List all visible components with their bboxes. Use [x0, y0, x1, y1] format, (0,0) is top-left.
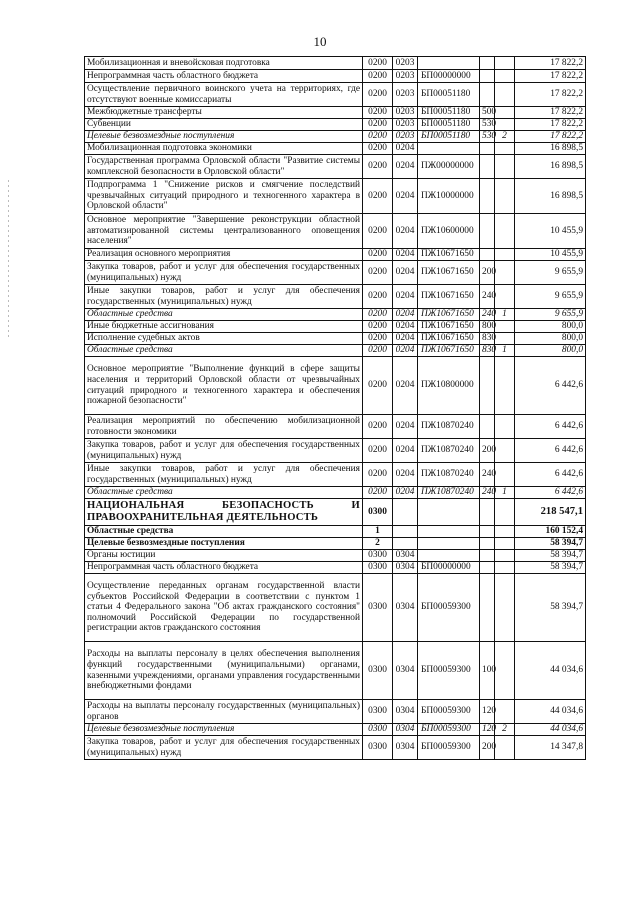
- amount-cell: 10 455,9: [515, 249, 586, 261]
- row-name-cell: Осуществление первичного воинского учета на территориях, где отсутствуют военные комиссариаты: [85, 83, 363, 107]
- funding-source-cell: [495, 562, 515, 574]
- table-row: [85, 642, 586, 700]
- binding-margin-mark: [8, 180, 9, 340]
- section-code-cell: 0200: [363, 321, 393, 333]
- subsection-code-cell: 0204: [393, 439, 418, 463]
- subsection-code-cell: 0203: [393, 83, 418, 107]
- row-name-cell: Реализация мероприятий по обеспечению мобилизационной готовности экономики: [85, 415, 363, 439]
- section-code-cell: 0200: [363, 439, 393, 463]
- row-name-cell: Подпрограмма 1 "Снижение рисков и смягчение последствий чрезвычайных ситуаций природного и техногенного характера в Орловской области": [85, 179, 363, 214]
- amount-cell: 16 898,5: [515, 179, 586, 214]
- amount-cell: 800,0: [515, 321, 586, 333]
- target-article-cell: ПЖ10671650: [418, 261, 480, 285]
- target-article-cell: БП00051180: [418, 107, 480, 119]
- budget-table: [84, 56, 586, 760]
- table-row: [85, 179, 586, 214]
- amount-cell: 6 442,6: [515, 439, 586, 463]
- table-row: [85, 70, 586, 83]
- amount-cell: 6 442,6: [515, 415, 586, 439]
- table-row: [85, 463, 586, 487]
- subsection-code-cell: 0204: [393, 333, 418, 345]
- subsection-code-cell: 0304: [393, 724, 418, 736]
- funding-source-cell: [495, 642, 515, 700]
- subsection-code-cell: 0304: [393, 736, 418, 760]
- table-row: [85, 345, 586, 357]
- section-code-cell: 0300: [363, 642, 393, 700]
- section-code-cell: 0200: [363, 131, 393, 143]
- expense-type-cell: [480, 550, 495, 562]
- amount-cell: 58 394,7: [515, 562, 586, 574]
- funding-source-cell: [495, 499, 515, 526]
- amount-cell: 44 034,6: [515, 724, 586, 736]
- expense-type-cell: 200: [480, 439, 495, 463]
- subsection-code-cell: 0204: [393, 249, 418, 261]
- funding-source-cell: [495, 285, 515, 309]
- funding-source-cell: [495, 526, 515, 538]
- section-code-cell: 0200: [363, 261, 393, 285]
- amount-cell: 800,0: [515, 345, 586, 357]
- section-code-cell: 0200: [363, 107, 393, 119]
- subsection-code-cell: 0203: [393, 107, 418, 119]
- target-article-cell: [418, 538, 480, 550]
- target-article-cell: ПЖ10870240: [418, 439, 480, 463]
- expense-type-cell: 830: [480, 333, 495, 345]
- section-code-cell: 0200: [363, 357, 393, 415]
- expense-type-cell: 500: [480, 107, 495, 119]
- funding-source-cell: [495, 550, 515, 562]
- amount-cell: 17 822,2: [515, 57, 586, 70]
- expense-type-cell: [480, 57, 495, 70]
- table-row: [85, 574, 586, 642]
- row-name-cell: Межбюджетные трансферты: [85, 107, 363, 119]
- funding-source-cell: [495, 700, 515, 724]
- funding-source-cell: [495, 57, 515, 70]
- table-row: [85, 309, 586, 321]
- expense-type-cell: [480, 499, 495, 526]
- section-code-cell: 0200: [363, 155, 393, 179]
- amount-cell: 9 655,9: [515, 309, 586, 321]
- row-name-cell: Областные средства: [85, 526, 363, 538]
- amount-cell: 218 547,1: [515, 499, 586, 526]
- funding-source-cell: [495, 463, 515, 487]
- target-article-cell: [418, 143, 480, 155]
- table-row: [85, 214, 586, 249]
- subsection-code-cell: 0304: [393, 700, 418, 724]
- section-code-cell: 0200: [363, 70, 393, 83]
- target-article-cell: [418, 57, 480, 70]
- subsection-code-cell: 0204: [393, 309, 418, 321]
- target-article-cell: БП00051180: [418, 131, 480, 143]
- funding-source-cell: [495, 538, 515, 550]
- amount-cell: 9 655,9: [515, 285, 586, 309]
- target-article-cell: БП00000000: [418, 562, 480, 574]
- funding-source-cell: 2: [495, 724, 515, 736]
- table-row: [85, 131, 586, 143]
- row-name-cell: Закупка товаров, работ и услуг для обеспечения государственных (муниципальных) нужд: [85, 736, 363, 760]
- target-article-cell: ПЖ10800000: [418, 357, 480, 415]
- row-name-cell: Реализация основного мероприятия: [85, 249, 363, 261]
- table-row: [85, 538, 586, 550]
- target-article-cell: ПЖ10870240: [418, 487, 480, 499]
- section-code-cell: 0200: [363, 487, 393, 499]
- amount-cell: 10 455,9: [515, 214, 586, 249]
- section-code-cell: 0200: [363, 119, 393, 131]
- amount-cell: 44 034,6: [515, 642, 586, 700]
- row-name-cell: Иные бюджетные ассигнования: [85, 321, 363, 333]
- subsection-code-cell: 0204: [393, 345, 418, 357]
- row-name-cell: Основное мероприятие "Завершение реконструкции областной автоматизированной системы централизованного оповещения населения": [85, 214, 363, 249]
- table-row: [85, 333, 586, 345]
- amount-cell: 17 822,2: [515, 107, 586, 119]
- funding-source-cell: [495, 83, 515, 107]
- row-name-cell: Расходы на выплаты персоналу в целях обеспечения выполнения функций государственными (муниципальными) органами, казенными учреждениями, органами управления государственными внебюджетными фондами: [85, 642, 363, 700]
- subsection-code-cell: 0304: [393, 574, 418, 642]
- funding-source-cell: [495, 249, 515, 261]
- amount-cell: 58 394,7: [515, 574, 586, 642]
- target-article-cell: ПЖ10671650: [418, 321, 480, 333]
- subsection-code-cell: 0204: [393, 357, 418, 415]
- subsection-code-cell: 0304: [393, 562, 418, 574]
- table-row: [85, 119, 586, 131]
- funding-source-cell: [495, 415, 515, 439]
- row-name-cell: Закупка товаров, работ и услуг для обеспечения государственных (муниципальных) нужд: [85, 439, 363, 463]
- amount-cell: 6 442,6: [515, 357, 586, 415]
- target-article-cell: БП00059300: [418, 736, 480, 760]
- target-article-cell: БП00059300: [418, 642, 480, 700]
- amount-cell: 9 655,9: [515, 261, 586, 285]
- subsection-code-cell: 0204: [393, 487, 418, 499]
- target-article-cell: БП00059300: [418, 574, 480, 642]
- table-row: [85, 107, 586, 119]
- row-name-cell: Мобилизационная и вневойсковая подготовка: [85, 57, 363, 70]
- section-code-cell: 0200: [363, 214, 393, 249]
- subsection-code-cell: 0203: [393, 57, 418, 70]
- target-article-cell: [418, 526, 480, 538]
- target-article-cell: [418, 499, 480, 526]
- row-name-cell: Областные средства: [85, 487, 363, 499]
- table-row: [85, 415, 586, 439]
- row-name-cell: Субвенции: [85, 119, 363, 131]
- table-row: [85, 487, 586, 499]
- expense-type-cell: [480, 526, 495, 538]
- expense-type-cell: [480, 179, 495, 214]
- table-row: [85, 700, 586, 724]
- subsection-code-cell: 0304: [393, 550, 418, 562]
- subsection-code-cell: 0204: [393, 143, 418, 155]
- expense-type-cell: [480, 83, 495, 107]
- target-article-cell: [418, 550, 480, 562]
- amount-cell: 17 822,2: [515, 119, 586, 131]
- funding-source-cell: [495, 357, 515, 415]
- section-code-cell: 0200: [363, 285, 393, 309]
- target-article-cell: БП00051180: [418, 83, 480, 107]
- amount-cell: 17 822,2: [515, 70, 586, 83]
- funding-source-cell: [495, 574, 515, 642]
- funding-source-cell: [495, 261, 515, 285]
- amount-cell: 800,0: [515, 333, 586, 345]
- target-article-cell: ПЖ10671650: [418, 309, 480, 321]
- expense-type-cell: [480, 538, 495, 550]
- subsection-code-cell: 0204: [393, 415, 418, 439]
- amount-cell: 17 822,2: [515, 131, 586, 143]
- expense-type-cell: 200: [480, 736, 495, 760]
- row-name-cell: Расходы на выплаты персоналу государственных (муниципальных) органов: [85, 700, 363, 724]
- row-name-cell: Областные средства: [85, 309, 363, 321]
- funding-source-cell: [495, 70, 515, 83]
- section-code-cell: 0200: [363, 249, 393, 261]
- subsection-code-cell: [393, 499, 418, 526]
- target-article-cell: ПЖ10671650: [418, 249, 480, 261]
- amount-cell: 58 394,7: [515, 538, 586, 550]
- table-row: [85, 526, 586, 538]
- row-name-cell: Иные закупки товаров, работ и услуг для обеспечения государственных (муниципальных) нужд: [85, 463, 363, 487]
- target-article-cell: ПЖ00000000: [418, 155, 480, 179]
- expense-type-cell: 830: [480, 345, 495, 357]
- table-row: [85, 499, 586, 526]
- funding-source-cell: 2: [495, 131, 515, 143]
- amount-cell: 160 152,4: [515, 526, 586, 538]
- row-name-cell: НАЦИОНАЛЬНАЯ БЕЗОПАСНОСТЬ И ПРАВООХРАНИТЕЛЬНАЯ ДЕЯТЕЛЬНОСТЬ: [85, 499, 363, 526]
- row-name-cell: Целевые безвозмездные поступления: [85, 131, 363, 143]
- expense-type-cell: [480, 70, 495, 83]
- table-row: [85, 249, 586, 261]
- section-code-cell: 0200: [363, 345, 393, 357]
- expense-type-cell: 800: [480, 321, 495, 333]
- subsection-code-cell: 0204: [393, 214, 418, 249]
- subsection-code-cell: 0203: [393, 70, 418, 83]
- funding-source-cell: [495, 179, 515, 214]
- amount-cell: 6 442,6: [515, 463, 586, 487]
- section-code-cell: 0300: [363, 724, 393, 736]
- expense-type-cell: 120: [480, 700, 495, 724]
- expense-type-cell: 240: [480, 309, 495, 321]
- amount-cell: 14 347,8: [515, 736, 586, 760]
- funding-source-cell: [495, 107, 515, 119]
- section-code-cell: 0300: [363, 499, 393, 526]
- subsection-code-cell: 0204: [393, 179, 418, 214]
- table-row: [85, 724, 586, 736]
- row-name-cell: Мобилизационная подготовка экономики: [85, 143, 363, 155]
- section-code-cell: 0300: [363, 562, 393, 574]
- target-article-cell: ПЖ10671650: [418, 345, 480, 357]
- expense-type-cell: 240: [480, 487, 495, 499]
- section-code-cell: 0300: [363, 736, 393, 760]
- subsection-code-cell: [393, 526, 418, 538]
- section-code-cell: 0200: [363, 333, 393, 345]
- funding-source-cell: [495, 736, 515, 760]
- target-article-cell: ПЖ10600000: [418, 214, 480, 249]
- row-name-cell: Непрограммная часть областного бюджета: [85, 70, 363, 83]
- section-code-cell: 0200: [363, 57, 393, 70]
- subsection-code-cell: 0204: [393, 321, 418, 333]
- expense-type-cell: [480, 357, 495, 415]
- section-code-cell: 0200: [363, 143, 393, 155]
- section-code-cell: 0200: [363, 463, 393, 487]
- expense-type-cell: [480, 574, 495, 642]
- section-code-cell: 0200: [363, 83, 393, 107]
- table-row: [85, 143, 586, 155]
- target-article-cell: БП00059300: [418, 700, 480, 724]
- row-name-cell: Закупка товаров, работ и услуг для обеспечения государственных (муниципальных) нужд: [85, 261, 363, 285]
- subsection-code-cell: 0304: [393, 642, 418, 700]
- amount-cell: 58 394,7: [515, 550, 586, 562]
- row-name-cell: Областные средства: [85, 345, 363, 357]
- subsection-code-cell: 0204: [393, 463, 418, 487]
- expense-type-cell: 240: [480, 285, 495, 309]
- section-code-cell: 0200: [363, 415, 393, 439]
- funding-source-cell: [495, 439, 515, 463]
- table-row: [85, 285, 586, 309]
- funding-source-cell: [495, 214, 515, 249]
- expense-type-cell: [480, 249, 495, 261]
- amount-cell: 17 822,2: [515, 83, 586, 107]
- target-article-cell: БП00059300: [418, 724, 480, 736]
- section-code-cell: 0300: [363, 700, 393, 724]
- row-name-cell: Непрограммная часть областного бюджета: [85, 562, 363, 574]
- amount-cell: 44 034,6: [515, 700, 586, 724]
- subsection-code-cell: 0204: [393, 261, 418, 285]
- expense-type-cell: [480, 143, 495, 155]
- funding-source-cell: 1: [495, 345, 515, 357]
- funding-source-cell: [495, 155, 515, 179]
- section-code-cell: 0200: [363, 309, 393, 321]
- expense-type-cell: 100: [480, 642, 495, 700]
- target-article-cell: ПЖ10870240: [418, 415, 480, 439]
- table-row: [85, 321, 586, 333]
- table-row: [85, 83, 586, 107]
- expense-type-cell: [480, 214, 495, 249]
- target-article-cell: ПЖ10000000: [418, 179, 480, 214]
- funding-source-cell: 1: [495, 309, 515, 321]
- amount-cell: 16 898,5: [515, 155, 586, 179]
- target-article-cell: БП00000000: [418, 70, 480, 83]
- table-row: [85, 357, 586, 415]
- amount-cell: 16 898,5: [515, 143, 586, 155]
- section-code-cell: 0300: [363, 574, 393, 642]
- table-row: [85, 550, 586, 562]
- row-name-cell: Осуществление переданных органам государственной власти субъектов Российской Федерации в соответствии с пунктом 1 статьи 4 Федерального закона "Об актах гражданского состояния" полномочий Российской Федерации по государственной регистрации актов гражданского состояния: [85, 574, 363, 642]
- funding-source-cell: [495, 333, 515, 345]
- subsection-code-cell: 0204: [393, 285, 418, 309]
- subsection-code-cell: 0203: [393, 119, 418, 131]
- table-row: [85, 736, 586, 760]
- section-code-cell: 0200: [363, 179, 393, 214]
- section-code-cell: 1: [363, 526, 393, 538]
- page-number: 10: [313, 34, 327, 49]
- target-article-cell: ПЖ10671650: [418, 333, 480, 345]
- expense-type-cell: 240: [480, 463, 495, 487]
- funding-source-cell: [495, 321, 515, 333]
- section-code-cell: 2: [363, 538, 393, 550]
- amount-cell: 6 442,6: [515, 487, 586, 499]
- expense-type-cell: [480, 562, 495, 574]
- funding-source-cell: 1: [495, 487, 515, 499]
- subsection-code-cell: 0203: [393, 131, 418, 143]
- table-row: [85, 562, 586, 574]
- expense-type-cell: [480, 155, 495, 179]
- expense-type-cell: 530: [480, 119, 495, 131]
- row-name-cell: Органы юстиции: [85, 550, 363, 562]
- section-code-cell: 0300: [363, 550, 393, 562]
- row-name-cell: Исполнение судебных актов: [85, 333, 363, 345]
- subsection-code-cell: [393, 538, 418, 550]
- table-row: [85, 57, 586, 70]
- expense-type-cell: [480, 415, 495, 439]
- funding-source-cell: [495, 119, 515, 131]
- target-article-cell: ПЖ10870240: [418, 463, 480, 487]
- table-row: [85, 261, 586, 285]
- table-row: [85, 155, 586, 179]
- expense-type-cell: 120: [480, 724, 495, 736]
- target-article-cell: БП00051180: [418, 119, 480, 131]
- subsection-code-cell: 0204: [393, 155, 418, 179]
- row-name-cell: Целевые безвозмездные поступления: [85, 724, 363, 736]
- expense-type-cell: 530: [480, 131, 495, 143]
- table-row: [85, 439, 586, 463]
- expense-type-cell: 200: [480, 261, 495, 285]
- row-name-cell: Основное мероприятие "Выполнение функций в сфере защиты населения и территорий Орловской области от чрезвычайных ситуаций природного и техногенного характера и обеспечения пожарной безопасности": [85, 357, 363, 415]
- funding-source-cell: [495, 143, 515, 155]
- row-name-cell: Целевые безвозмездные поступления: [85, 538, 363, 550]
- target-article-cell: ПЖ10671650: [418, 285, 480, 309]
- row-name-cell: Государственная программа Орловской области "Развитие системы комплексной безопасности в Орловской области": [85, 155, 363, 179]
- row-name-cell: Иные закупки товаров, работ и услуг для обеспечения государственных (муниципальных) нужд: [85, 285, 363, 309]
